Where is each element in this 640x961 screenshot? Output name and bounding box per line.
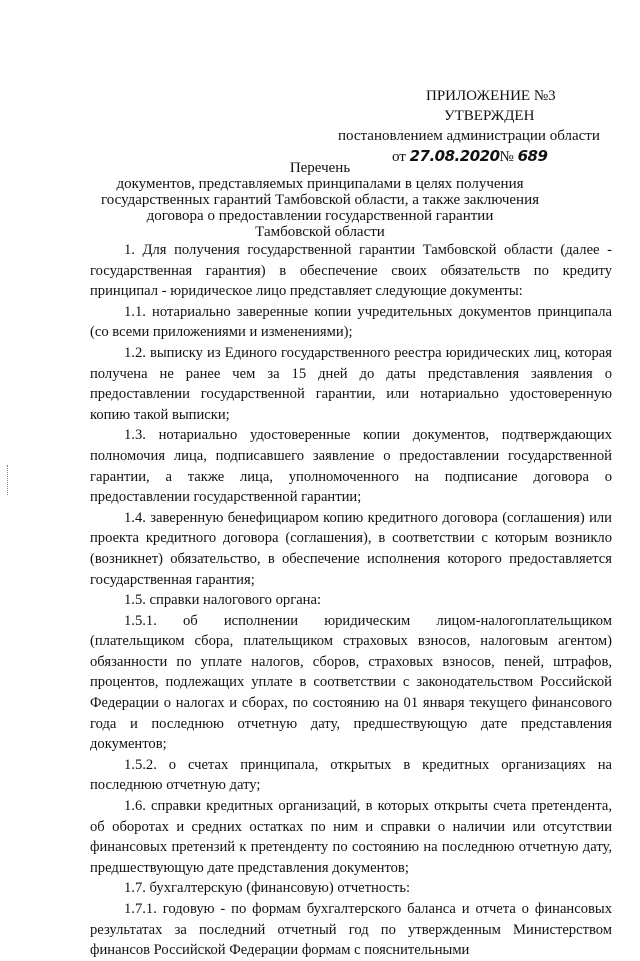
resolution-label: постановлением администрации области bbox=[338, 128, 600, 144]
paragraph-1-5: 1.5. справки налогового органа: bbox=[124, 592, 322, 609]
from-prefix: от bbox=[392, 149, 406, 165]
paragraph-1-3: 1.3. нотариально удостоверенные копии документов, подтверждающих полномочия лица, подписавшего заявление о предоставлении государственной гарантии, а также лица, уполномоченного на подписание договора о предоставлении государственной гарантии; bbox=[90, 427, 612, 506]
heading-line-3: договора о предоставлении государственной гарантии bbox=[146, 208, 494, 224]
paragraph-1-1: 1.1. нотариально заверенные копии учредительных документов принципала (со всеми приложениями и изменениями); bbox=[90, 303, 612, 341]
heading-title: Перечень bbox=[289, 160, 351, 176]
handwritten-number: 689 bbox=[517, 147, 548, 165]
heading-line-4: Тамбовской области bbox=[255, 224, 385, 240]
paragraph-1-7-1: 1.7.1. годовую - по формам бухгалтерского баланса и отчета о финансовых результатах за последний отчетный год по утвержденным Министерством финансов Российской Федерации формам с пояснительными bbox=[90, 901, 612, 959]
document-body bbox=[90, 240, 612, 961]
heading-line-1: документов, представляемых принципалами в целях получения bbox=[116, 176, 524, 192]
paragraph-1-4: 1.4. заверенную бенефициаром копию кредитного договора (соглашения) или проекта кредитного договора (соглашения), в соответствии с которым возникло (возникнет) обязательство, в обеспечение исполнения которого предоставляется государственная гарантия; bbox=[90, 509, 612, 588]
document-heading bbox=[80, 160, 560, 240]
approved-label: УТВЕРЖДЕН bbox=[444, 108, 535, 124]
approval-stamp-block bbox=[338, 86, 618, 167]
paragraph-1-5-1: 1.5.1. об исполнении юридическим лицом-налогоплательщиком (плательщиком сбора, плательщиком страховых взносов, налоговым агентом) обязанности по уплате налогов, сборов, страховых взносов, пеней, штрафов, процентов, подлежащих уплате в соответствии с законодательством Российской Федерации о налогах и сборах, по состоянию на 01 января текущего финансового года и последнюю отчетную дату, предшествующую дате представления документов; bbox=[90, 612, 612, 753]
paragraph-1: 1. Для получения государственной гарантии Тамбовской области (далее - государственная гарантия) в обеспечение своих обязательств по кредиту принципал - юридическое лицо представляет следующие документы: bbox=[90, 242, 612, 300]
margin-mark bbox=[7, 465, 10, 495]
paragraph-1-7: 1.7. бухгалтерскую (финансовую) отчетность: bbox=[124, 880, 411, 897]
number-prefix: № bbox=[499, 149, 514, 165]
handwritten-date: 27.08.2020 bbox=[409, 147, 500, 165]
heading-line-2: государственных гарантий Тамбовской области, а также заключения bbox=[100, 192, 540, 208]
paragraph-1-2: 1.2. выписку из Единого государственного реестра юридических лиц, которая получена не ранее чем за 15 дней до даты представления заявления о предоставлении государственной гарантии, или нотариально удостоверенную копию такой выписки; bbox=[90, 344, 612, 423]
appendix-label: ПРИЛОЖЕНИЕ №3 bbox=[426, 88, 556, 104]
paragraph-1-6: 1.6. справки кредитных организаций, в которых открыты счета претендента, об оборотах и средних остатках по ним и справки о наличии или отсутствии финансовых претензий к претенденту по состоянию на последнюю отчетную дату, предшествующую дате представления документов; bbox=[90, 798, 612, 876]
paragraph-1-5-2: 1.5.2. о счетах принципала, открытых в кредитных организациях на последнюю отчетную дату; bbox=[90, 756, 612, 794]
